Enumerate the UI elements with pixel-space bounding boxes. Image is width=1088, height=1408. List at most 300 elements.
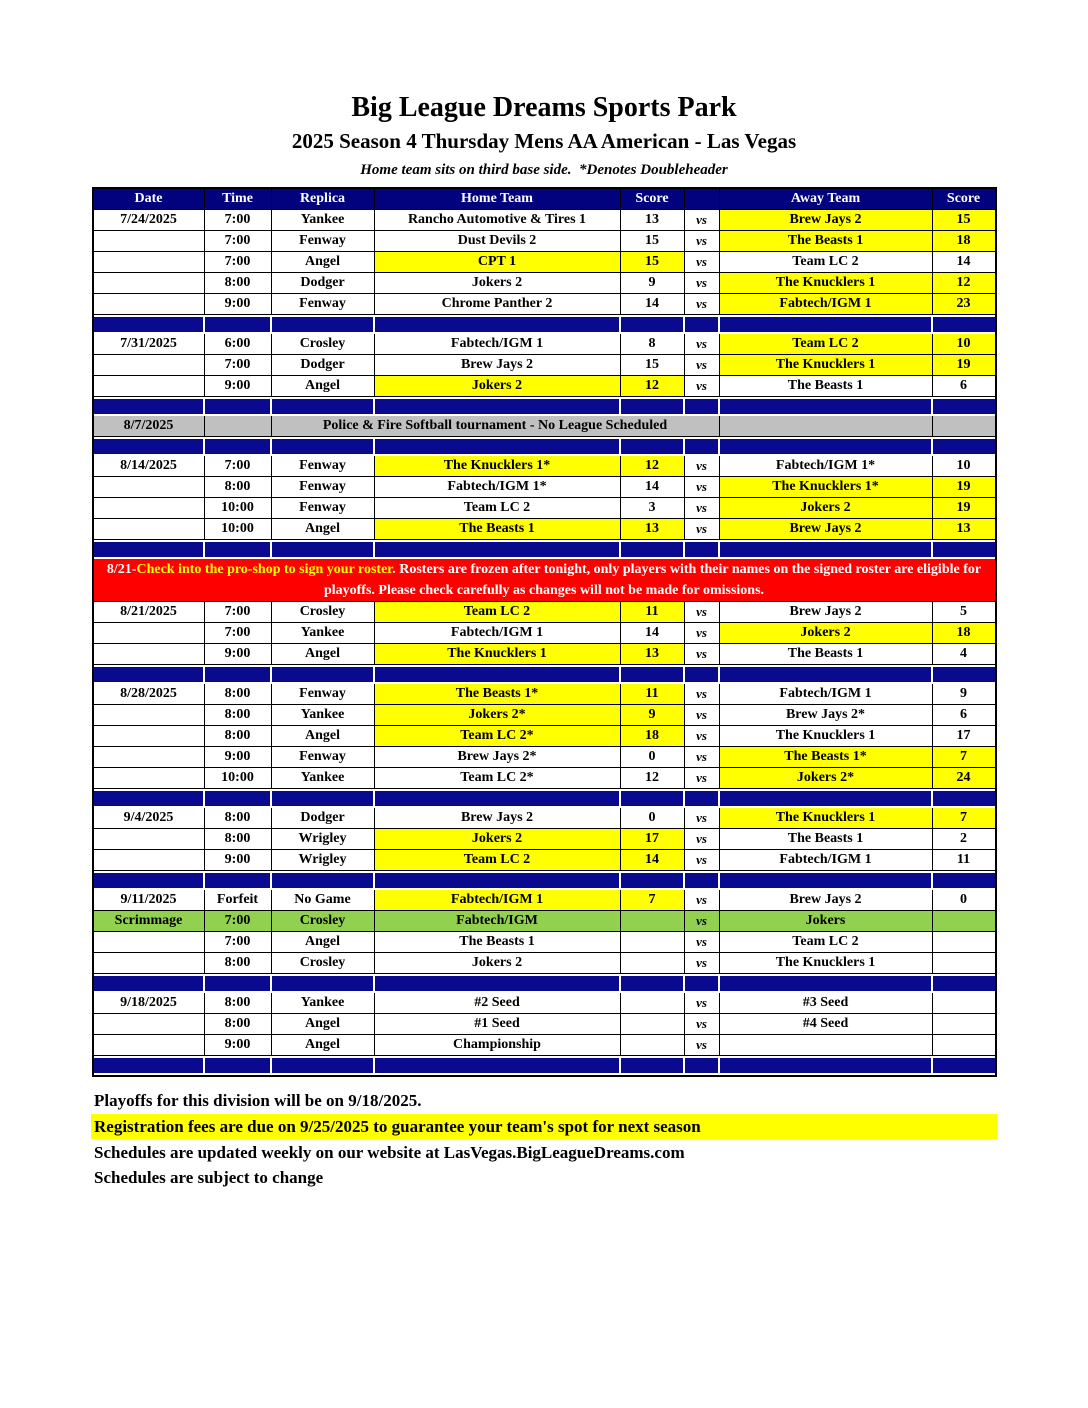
- separator-cell: [205, 397, 272, 416]
- date-cell: 9/4/2025: [94, 808, 205, 829]
- separator-cell: [272, 397, 375, 416]
- separator-row: [94, 397, 995, 416]
- home-team-cell: Jokers 2: [375, 829, 621, 850]
- game-row: [94, 498, 995, 519]
- vs-label: vs: [685, 932, 720, 953]
- page-note: Home team sits on third base side. *Denotes Doubleheader: [360, 162, 728, 179]
- away-score-cell: 9: [933, 684, 995, 705]
- footer-registration-note: Registration fees are due on 9/25/2025 to guarantee your team's spot for next season: [91, 1114, 997, 1139]
- home-team-cell: The Beasts 1: [375, 932, 621, 953]
- date-cell: 8/21/2025: [94, 602, 205, 623]
- event-text-cell: Police & Fire Softball tournament - No League Scheduled: [272, 416, 720, 437]
- separator-cell: [621, 974, 685, 993]
- game-row: [94, 477, 995, 498]
- replica-cell: Crosley: [272, 911, 375, 932]
- time-cell: 7:00: [205, 932, 272, 953]
- home-team-cell: Jokers 2: [375, 273, 621, 294]
- separator-cell: [720, 315, 933, 334]
- date-cell: 7/24/2025: [94, 210, 205, 231]
- away-team-cell: Team LC 2: [720, 334, 933, 355]
- game-row: [94, 456, 995, 477]
- separator-row: [94, 789, 995, 808]
- date-cell: [94, 252, 205, 273]
- replica-cell: Angel: [272, 252, 375, 273]
- vs-label: vs: [685, 334, 720, 355]
- home-score-cell: 12: [621, 376, 685, 397]
- home-score-cell: [621, 993, 685, 1014]
- home-team-cell: Team LC 2: [375, 850, 621, 871]
- time-cell: 9:00: [205, 850, 272, 871]
- replica-cell: Angel: [272, 932, 375, 953]
- time-cell: Forfeit: [205, 890, 272, 911]
- date-cell: [94, 850, 205, 871]
- vs-label: vs: [685, 623, 720, 644]
- time-cell: 8:00: [205, 1014, 272, 1035]
- game-row: [94, 623, 995, 644]
- home-team-cell: Fabtech/IGM 1*: [375, 477, 621, 498]
- separator-cell: [685, 437, 720, 456]
- vs-label: vs: [685, 850, 720, 871]
- away-score-cell: 6: [933, 705, 995, 726]
- away-team-cell: The Beasts 1: [720, 644, 933, 665]
- home-score-cell: [621, 1014, 685, 1035]
- scrimmage-row: [94, 911, 995, 932]
- separator-cell: [205, 789, 272, 808]
- away-score-cell: 19: [933, 498, 995, 519]
- notice-prefix: 8/21-: [106, 562, 137, 578]
- separator-cell: [94, 665, 205, 684]
- game-row: [94, 294, 995, 315]
- separator-cell: [933, 540, 995, 559]
- away-score-cell: [933, 953, 995, 974]
- date-cell: Scrimmage: [94, 911, 205, 932]
- schedule-table: [92, 187, 997, 1077]
- home-team-cell: The Knucklers 1*: [375, 456, 621, 477]
- away-team-cell: Team LC 2: [720, 932, 933, 953]
- replica-cell: Yankee: [272, 623, 375, 644]
- game-row: [94, 953, 995, 974]
- column-header-home-score: Score: [621, 189, 685, 210]
- away-team-cell: Fabtech/IGM 1: [720, 294, 933, 315]
- away-score-cell: 6: [933, 376, 995, 397]
- vs-label: vs: [685, 705, 720, 726]
- home-score-cell: 12: [621, 768, 685, 789]
- date-cell: 9/18/2025: [94, 993, 205, 1014]
- date-cell: [94, 705, 205, 726]
- replica-cell: Wrigley: [272, 850, 375, 871]
- game-row: [94, 334, 995, 355]
- column-header-home-team: Home Team: [375, 189, 621, 210]
- separator-cell: [720, 665, 933, 684]
- separator-cell: [375, 974, 621, 993]
- separator-cell: [621, 789, 685, 808]
- separator-cell: [205, 437, 272, 456]
- separator-cell: [205, 871, 272, 890]
- home-score-cell: 14: [621, 477, 685, 498]
- separator-row: [94, 871, 995, 890]
- separator-cell: [933, 665, 995, 684]
- away-score-cell: 7: [933, 747, 995, 768]
- replica-cell: Fenway: [272, 498, 375, 519]
- away-score-cell: [933, 911, 995, 932]
- away-team-cell: Jokers: [720, 911, 933, 932]
- replica-cell: Crosley: [272, 953, 375, 974]
- separator-cell: [685, 315, 720, 334]
- page-subtitle: 2025 Season 4 Thursday Mens AA American - Las Vegas: [291, 129, 797, 154]
- game-row: [94, 747, 995, 768]
- home-team-cell: The Beasts 1*: [375, 684, 621, 705]
- time-cell: 7:00: [205, 456, 272, 477]
- time-cell: 7:00: [205, 911, 272, 932]
- away-team-cell: Brew Jays 2: [720, 210, 933, 231]
- column-header-away-score: Score: [933, 189, 995, 210]
- time-cell: 6:00: [205, 334, 272, 355]
- separator-cell: [720, 437, 933, 456]
- separator-cell: [685, 665, 720, 684]
- away-team-cell: The Beasts 1*: [720, 747, 933, 768]
- page-title: Big League Dreams Sports Park: [351, 92, 737, 123]
- home-score-cell: [621, 932, 685, 953]
- away-score-cell: 18: [933, 623, 995, 644]
- separator-cell: [685, 871, 720, 890]
- separator-cell: [272, 437, 375, 456]
- column-header-date: Date: [94, 189, 205, 210]
- separator-cell: [685, 540, 720, 559]
- time-cell: 8:00: [205, 705, 272, 726]
- replica-cell: Fenway: [272, 294, 375, 315]
- home-score-cell: 14: [621, 294, 685, 315]
- separator-cell: [94, 540, 205, 559]
- separator-cell: [933, 789, 995, 808]
- away-score-cell: 19: [933, 355, 995, 376]
- home-score-cell: 8: [621, 334, 685, 355]
- footer: [91, 1088, 997, 1190]
- time-cell: 7:00: [205, 602, 272, 623]
- home-team-cell: Rancho Automotive & Tires 1: [375, 210, 621, 231]
- game-row: [94, 768, 995, 789]
- away-team-cell: The Knucklers 1: [720, 726, 933, 747]
- column-header-away-team: Away Team: [720, 189, 933, 210]
- separator-cell: [933, 974, 995, 993]
- home-team-cell: Brew Jays 2: [375, 355, 621, 376]
- time-cell: 9:00: [205, 747, 272, 768]
- notice-highlight: Check into the pro-shop to sign your roster: [136, 562, 393, 578]
- home-team-cell: The Knucklers 1: [375, 644, 621, 665]
- away-team-cell: [720, 416, 933, 437]
- vs-label: vs: [685, 252, 720, 273]
- vs-label: vs: [685, 890, 720, 911]
- time-cell: 8:00: [205, 953, 272, 974]
- time-cell: 8:00: [205, 993, 272, 1014]
- separator-cell: [94, 871, 205, 890]
- game-row: [94, 1035, 995, 1056]
- away-score-cell: [933, 1035, 995, 1056]
- separator-cell: [205, 540, 272, 559]
- vs-label: vs: [685, 684, 720, 705]
- vs-label: vs: [685, 808, 720, 829]
- separator-cell: [621, 871, 685, 890]
- separator-row: [94, 974, 995, 993]
- replica-cell: Yankee: [272, 768, 375, 789]
- game-row: [94, 231, 995, 252]
- away-score-cell: 17: [933, 726, 995, 747]
- home-score-cell: [621, 911, 685, 932]
- vs-label: vs: [685, 376, 720, 397]
- replica-cell: Angel: [272, 644, 375, 665]
- game-row: [94, 932, 995, 953]
- separator-cell: [375, 1056, 621, 1075]
- away-team-cell: Fabtech/IGM 1: [720, 684, 933, 705]
- game-row: [94, 705, 995, 726]
- separator-cell: [94, 789, 205, 808]
- away-team-cell: The Beasts 1: [720, 231, 933, 252]
- vs-label: vs: [685, 829, 720, 850]
- home-team-cell: Dust Devils 2: [375, 231, 621, 252]
- game-row: [94, 273, 995, 294]
- date-cell: [94, 623, 205, 644]
- separator-cell: [621, 315, 685, 334]
- vs-label: vs: [685, 477, 720, 498]
- date-cell: 7/31/2025: [94, 334, 205, 355]
- replica-cell: Fenway: [272, 231, 375, 252]
- separator-cell: [720, 397, 933, 416]
- separator-cell: [685, 397, 720, 416]
- game-row: [94, 850, 995, 871]
- separator-cell: [621, 1056, 685, 1075]
- replica-cell: Angel: [272, 1014, 375, 1035]
- date-cell: 9/11/2025: [94, 890, 205, 911]
- time-cell: 8:00: [205, 273, 272, 294]
- home-team-cell: Fabtech/IGM 1: [375, 890, 621, 911]
- event-row: [94, 416, 995, 437]
- separator-cell: [272, 974, 375, 993]
- replica-cell: Fenway: [272, 684, 375, 705]
- vs-label: vs: [685, 644, 720, 665]
- date-cell: [94, 1035, 205, 1056]
- separator-cell: [933, 1056, 995, 1075]
- away-team-cell: Jokers 2*: [720, 768, 933, 789]
- replica-cell: Yankee: [272, 210, 375, 231]
- vs-label: vs: [685, 911, 720, 932]
- replica-cell: Yankee: [272, 993, 375, 1014]
- date-cell: 8/14/2025: [94, 456, 205, 477]
- away-score-cell: 2: [933, 829, 995, 850]
- separator-cell: [375, 665, 621, 684]
- replica-cell: Fenway: [272, 747, 375, 768]
- away-team-cell: The Knucklers 1: [720, 273, 933, 294]
- home-score-cell: 0: [621, 808, 685, 829]
- separator-cell: [94, 315, 205, 334]
- time-cell: 9:00: [205, 376, 272, 397]
- home-score-cell: 13: [621, 519, 685, 540]
- home-score-cell: [621, 1035, 685, 1056]
- away-score-cell: 18: [933, 231, 995, 252]
- game-row: [94, 355, 995, 376]
- replica-cell: Dodger: [272, 355, 375, 376]
- footer-website-note: Schedules are updated weekly on our website at LasVegas.BigLeagueDreams.com: [94, 1143, 685, 1163]
- separator-cell: [375, 871, 621, 890]
- separator-cell: [685, 1056, 720, 1075]
- home-score-cell: 3: [621, 498, 685, 519]
- separator-cell: [621, 397, 685, 416]
- away-score-cell: [933, 1014, 995, 1035]
- home-score-cell: 7: [621, 890, 685, 911]
- separator-cell: [94, 974, 205, 993]
- away-team-cell: #4 Seed: [720, 1014, 933, 1035]
- home-score-cell: 14: [621, 623, 685, 644]
- home-team-cell: Team LC 2*: [375, 726, 621, 747]
- game-row: [94, 644, 995, 665]
- separator-cell: [375, 315, 621, 334]
- game-row: [94, 210, 995, 231]
- replica-cell: Angel: [272, 726, 375, 747]
- separator-cell: [272, 315, 375, 334]
- game-row: [94, 890, 995, 911]
- game-row: [94, 993, 995, 1014]
- away-score-cell: 5: [933, 602, 995, 623]
- vs-label: vs: [685, 726, 720, 747]
- away-team-cell: #3 Seed: [720, 993, 933, 1014]
- home-team-cell: Jokers 2: [375, 376, 621, 397]
- separator-cell: [272, 1056, 375, 1075]
- date-cell: [94, 932, 205, 953]
- home-score-cell: 15: [621, 252, 685, 273]
- time-cell: 8:00: [205, 477, 272, 498]
- away-team-cell: Fabtech/IGM 1: [720, 850, 933, 871]
- away-score-cell: 0: [933, 890, 995, 911]
- away-score-cell: 10: [933, 334, 995, 355]
- separator-cell: [933, 871, 995, 890]
- replica-cell: Crosley: [272, 334, 375, 355]
- notice-rest: . Rosters are frozen after tonight, only players with their names on the signed roster are eligible for playoffs. Please check carefully as changes will not be made for omissions.: [323, 562, 982, 599]
- away-team-cell: The Knucklers 1*: [720, 477, 933, 498]
- date-cell: [94, 498, 205, 519]
- replica-cell: Crosley: [272, 602, 375, 623]
- vs-label: vs: [685, 498, 720, 519]
- date-cell: [94, 355, 205, 376]
- away-team-cell: Brew Jays 2: [720, 890, 933, 911]
- separator-cell: [375, 789, 621, 808]
- home-score-cell: 9: [621, 705, 685, 726]
- time-cell: 9:00: [205, 1035, 272, 1056]
- home-team-cell: The Beasts 1: [375, 519, 621, 540]
- vs-label: vs: [685, 1014, 720, 1035]
- game-row: [94, 1014, 995, 1035]
- separator-cell: [685, 789, 720, 808]
- home-score-cell: 18: [621, 726, 685, 747]
- vs-label: vs: [685, 210, 720, 231]
- home-team-cell: Brew Jays 2: [375, 808, 621, 829]
- separator-cell: [205, 974, 272, 993]
- date-cell: [94, 644, 205, 665]
- vs-label: vs: [685, 294, 720, 315]
- separator-cell: [205, 665, 272, 684]
- away-score-cell: 14: [933, 252, 995, 273]
- time-cell: 7:00: [205, 210, 272, 231]
- separator-cell: [375, 437, 621, 456]
- away-score-cell: [933, 993, 995, 1014]
- time-cell: 7:00: [205, 252, 272, 273]
- home-score-cell: 15: [621, 355, 685, 376]
- home-score-cell: 12: [621, 456, 685, 477]
- home-score-cell: [621, 953, 685, 974]
- away-score-cell: 15: [933, 210, 995, 231]
- away-team-cell: [720, 1035, 933, 1056]
- away-score-cell: 7: [933, 808, 995, 829]
- away-team-cell: Brew Jays 2: [720, 519, 933, 540]
- vs-label: vs: [685, 273, 720, 294]
- date-cell: 8/7/2025: [94, 416, 205, 437]
- vs-label: vs: [685, 1035, 720, 1056]
- home-score-cell: 11: [621, 684, 685, 705]
- away-score-cell: 23: [933, 294, 995, 315]
- vs-label: vs: [685, 355, 720, 376]
- separator-cell: [720, 974, 933, 993]
- date-cell: [94, 747, 205, 768]
- separator-cell: [272, 789, 375, 808]
- time-cell: 7:00: [205, 355, 272, 376]
- away-score-cell: 12: [933, 273, 995, 294]
- time-cell: 10:00: [205, 498, 272, 519]
- time-cell: 7:00: [205, 231, 272, 252]
- away-team-cell: Team LC 2: [720, 252, 933, 273]
- home-team-cell: Team LC 2: [375, 602, 621, 623]
- home-team-cell: Chrome Panther 2: [375, 294, 621, 315]
- notice-cell: [94, 559, 995, 602]
- separator-cell: [720, 789, 933, 808]
- separator-cell: [933, 397, 995, 416]
- date-cell: [94, 829, 205, 850]
- time-cell: 8:00: [205, 684, 272, 705]
- away-score-cell: 4: [933, 644, 995, 665]
- home-score-cell: 0: [621, 747, 685, 768]
- away-team-cell: The Knucklers 1: [720, 808, 933, 829]
- home-score-cell: 15: [621, 231, 685, 252]
- separator-row: [94, 540, 995, 559]
- home-team-cell: Team LC 2: [375, 498, 621, 519]
- time-cell: 10:00: [205, 768, 272, 789]
- away-team-cell: Brew Jays 2: [720, 602, 933, 623]
- time-cell: 8:00: [205, 726, 272, 747]
- footer-playoffs-note: Playoffs for this division will be on 9/18/2025.: [94, 1091, 422, 1111]
- column-header-time: Time: [205, 189, 272, 210]
- time-cell: 8:00: [205, 808, 272, 829]
- home-team-cell: Fabtech/IGM 1: [375, 334, 621, 355]
- separator-cell: [205, 315, 272, 334]
- date-cell: [94, 768, 205, 789]
- away-team-cell: The Knucklers 1: [720, 953, 933, 974]
- replica-cell: Angel: [272, 1035, 375, 1056]
- separator-cell: [720, 540, 933, 559]
- home-score-cell: 14: [621, 850, 685, 871]
- away-team-cell: Fabtech/IGM 1*: [720, 456, 933, 477]
- separator-cell: [375, 540, 621, 559]
- home-score-cell: 17: [621, 829, 685, 850]
- replica-cell: Dodger: [272, 808, 375, 829]
- separator-cell: [685, 974, 720, 993]
- column-header-replica: Replica: [272, 189, 375, 210]
- away-score-cell: [933, 416, 995, 437]
- away-team-cell: Jokers 2: [720, 498, 933, 519]
- separator-cell: [94, 437, 205, 456]
- separator-cell: [720, 1056, 933, 1075]
- home-team-cell: Brew Jays 2*: [375, 747, 621, 768]
- date-cell: [94, 1014, 205, 1035]
- footer-subject-to-change-note: Schedules are subject to change: [94, 1168, 324, 1188]
- replica-cell: Angel: [272, 376, 375, 397]
- separator-cell: [94, 397, 205, 416]
- time-cell: [205, 416, 272, 437]
